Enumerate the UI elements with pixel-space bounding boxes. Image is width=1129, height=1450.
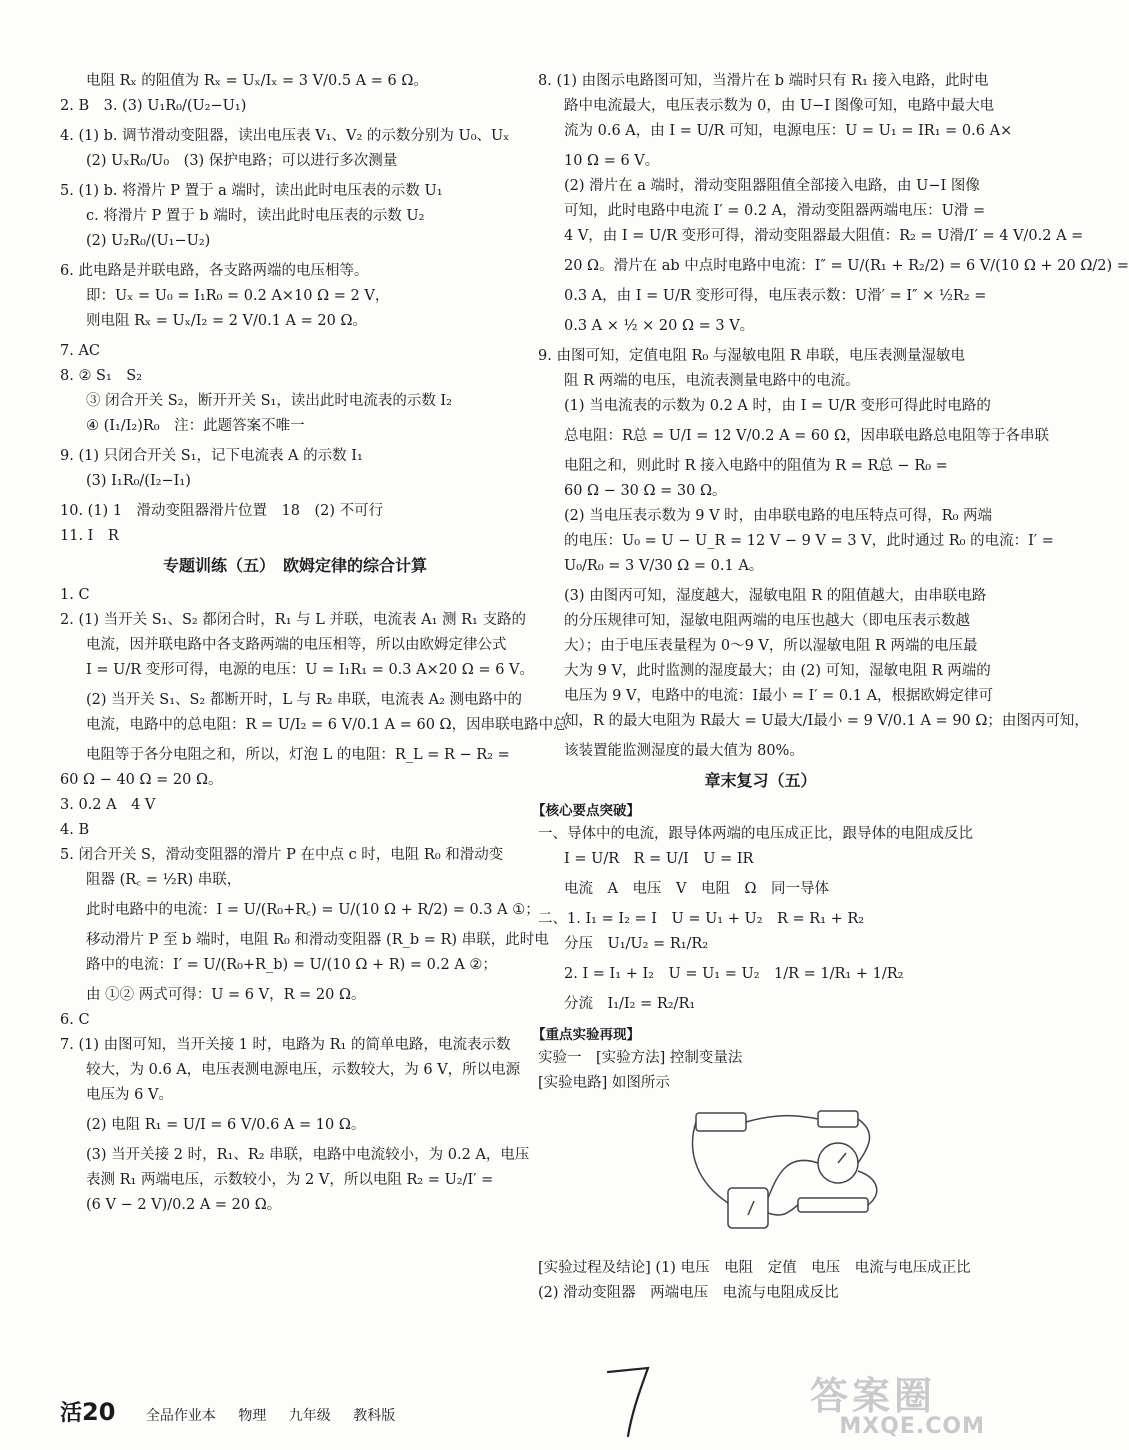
answer-line: 8. ② S₁ S₂ — [60, 368, 143, 384]
answer-line: 知，R 的最大电阻为 R最大 = U最大/I最小 = 9 V/0.1 A = 90 Ω；由图丙可知， — [564, 713, 1089, 729]
book-title: 全品作业本 — [145, 1408, 216, 1424]
answer-line: 1. C — [60, 587, 90, 603]
answer-line: 流为 0.6 A，由 I = U/R 可知，电源电压：U = U₁ = IR₁ = 0.6 A× — [564, 123, 1013, 139]
answer-line: 二、1. I₁ = I₂ = I U = U₁ + U₂ R = R₁ + R₂ — [538, 911, 865, 927]
meter-needle — [748, 1201, 754, 1215]
answer-line: 阻器 (R꜀ = ½R) 串联， — [86, 872, 242, 888]
answer-line: 60 Ω − 30 Ω = 30 Ω。 — [564, 483, 727, 499]
answer-line: (6 V − 2 V)/0.2 A = 20 Ω。 — [86, 1197, 282, 1213]
answer-line: ③ 闭合开关 S₂，断开开关 S₁，读出此时电流表的示数 I₂ — [86, 393, 452, 409]
answer-line: 该装置能监测湿度的最大值为 80%。 — [564, 743, 804, 759]
answer-line: 此时电路中的电流：I = U/(R₀+R꜀) = U/(10 Ω + R/2) = 0.3 A ①； — [86, 902, 540, 918]
answer-line: 60 Ω − 40 Ω = 20 Ω。 — [60, 772, 223, 788]
wire-path — [768, 1205, 798, 1215]
answer-line: (3) I₁R₀/(I₂−I₁) — [86, 473, 191, 489]
right-column — [532, 70, 1129, 1307]
answer-line: 由 ①② 两式可得：U = 6 V，R = 20 Ω。 — [86, 987, 366, 1003]
answer-line: 大）；由于电压表量程为 0～9 V，所以湿敏电阻 R 两端的电压最 — [564, 638, 978, 654]
answer-line: (2) 当开关 S₁、S₂ 都断开时，L 与 R₂ 串联，电流表 A₂ 测电路中的 — [86, 692, 523, 708]
answer-line: 总电阻：R总 = U/I = 12 V/0.2 A = 60 Ω，因串联电路总电阻等于各串联 — [564, 428, 1049, 444]
answer-line: (2) 滑片在 a 端时，滑动变阻器阻值全部接入电路，由 U−I 图像 — [564, 178, 980, 194]
answer-line: 6. 此电路是并联电路，各支路两端的电压相等。 — [60, 263, 369, 279]
rheostat-component — [798, 1198, 868, 1212]
answer-line: 9. 由图可知，定值电阻 R₀ 与湿敏电阻 R 串联，电压表测量湿敏电 — [538, 348, 966, 364]
watermark-url: MXQE.COM — [839, 1414, 985, 1439]
answer-line: (1) 当电流表的示数为 0.2 A 时，由 I = U/R 变形可得此时电路的 — [564, 398, 991, 414]
answer-line: 2. (1) 当开关 S₁、S₂ 都闭合时，R₁ 与 L 并联，电流表 A₁ 测 R₁ 支路的 — [60, 612, 526, 628]
answer-line: 电压为 9 V，电路中的电流：I最小 = I′ = 0.1 A，根据欧姆定律可 — [564, 688, 994, 704]
answer-line: 阻 R 两端的电压，电流表测量电路中的电流。 — [564, 373, 860, 389]
subsection-heading: 【核心要点突破】 — [532, 803, 640, 819]
handwritten-mark-7 — [600, 1360, 660, 1440]
answer-line: (2) 滑动变阻器 两端电压 电流与电阻成反比 — [538, 1285, 839, 1301]
meter-needle — [838, 1153, 846, 1163]
answer-line: 表测 R₁ 两端电压，示数较小，为 2 V，所以电阻 R₂ = U₂/I′ = — [86, 1172, 494, 1188]
answer-line: 3. 0.2 A 4 V — [60, 797, 156, 813]
answer-line: (2) U₂R₀/(U₁−U₂) — [86, 233, 211, 249]
answer-line: 电流，电路中的总电阻：R = U/I₂ = 6 V/0.1 A = 60 Ω，因串联电路中总 — [86, 717, 568, 733]
answer-line: I = U/R R = U/I U = IR — [564, 851, 754, 867]
answer-line: 8. (1) 由图示电路图可知，当滑片在 b 端时只有 R₁ 接入电路，此时电 — [538, 73, 989, 89]
watermark-text: 答案圈 — [810, 1374, 937, 1418]
answer-line: 2. B 3. (3) U₁R₀/(U₂−U₁) — [60, 98, 247, 114]
answer-line: 电压为 6 V。 — [86, 1087, 173, 1103]
answer-line: 电流，因并联电路中各支路两端的电压相等，所以由欧姆定律公式 — [86, 637, 507, 653]
section-title: 专题训练（五） 欧姆定律的综合计算 — [162, 556, 427, 575]
answer-line: [实验电路] 如图所示 — [538, 1075, 670, 1091]
section-title: 章末复习（五） — [704, 771, 817, 790]
answer-line: 分流 I₁/I₂ = R₂/R₁ — [564, 996, 696, 1012]
answer-line: 10 Ω = 6 V。 — [564, 153, 660, 169]
grade: 九年级 — [288, 1408, 331, 1424]
subsection-heading: 【重点实验再现】 — [532, 1027, 640, 1043]
wire-path — [746, 1116, 818, 1122]
answer-line: U₀/R₀ = 3 V/30 Ω = 0.1 A。 — [564, 558, 764, 574]
answer-line: 实验一 [实验方法] 控制变量法 — [538, 1050, 743, 1066]
answer-line: 10. (1) 1 滑动变阻器滑片位置 18 (2) 不可行 — [60, 503, 384, 519]
answer-line: (2) 当电压表示数为 9 V 时，由串联电路的电压特点可得，R₀ 两端 — [564, 508, 993, 524]
page-number — [60, 1398, 116, 1426]
answer-line: (3) 由图丙可知，湿度越大，湿敏电阻 R 的阻值越大，由串联电路 — [564, 588, 987, 604]
answer-line: 电阻之和，则此时 R 接入电路中的阻值为 R = R总 − R₀ = — [564, 458, 948, 474]
answer-line: 电阻等于各分电阻之和，所以，灯泡 L 的电阻：R_L = R − R₂ = — [86, 747, 510, 763]
answer-line: 大为 9 V，此时监测的湿度最大；由 (2) 可知，湿敏电阻 R 两端的 — [564, 663, 991, 679]
answer-line: ④ (I₁/I₂)R₀ 注：此题答案不唯一 — [86, 418, 305, 434]
answer-line: 4. B — [60, 822, 90, 838]
answer-line: 电阻 Rₓ 的阻值为 Rₓ = Uₓ/Iₓ = 3 V/0.5 A = 6 Ω。 — [86, 73, 428, 89]
watermark-logo — [810, 1365, 985, 1440]
wire-path — [858, 1119, 870, 1163]
page-prefix: 活 — [60, 1401, 83, 1426]
answer-line: 5. 闭合开关 S，滑动变阻器的滑片 P 在中点 c 时，电阻 R₀ 和滑动变 — [60, 847, 504, 863]
switch-component — [818, 1111, 858, 1127]
edition: 教科版 — [353, 1408, 396, 1424]
answer-line: 2. I = I₁ + I₂ U = U₁ = U₂ 1/R = 1/R₁ + 1/R₂ — [564, 966, 904, 982]
answer-line: 则电阻 Rₓ = Uₓ/I₂ = 2 V/0.1 A = 20 Ω。 — [86, 313, 367, 329]
left-column — [60, 70, 568, 1219]
ammeter-component — [728, 1188, 768, 1228]
answer-line: 即：Uₓ = U₀ = I₁R₀ = 0.2 A×10 Ω = 2 V， — [86, 288, 390, 304]
answer-line: 路中的电流：I′ = U/(R₀+R_b) = U/(10 Ω + R) = 0.2 A ②； — [86, 957, 497, 973]
answer-line: 一、导体中的电流，跟导体两端的电压成正比，跟导体的电阻成反比 — [538, 826, 973, 842]
answer-line: 路中电流最大，电压表示数为 0，由 U−I 图像可知，电路中最大电 — [564, 98, 995, 114]
answer-line: [实验过程及结论] (1) 电压 电阻 定值 电压 电流与电压成正比 — [538, 1260, 971, 1276]
answer-line: 较大，为 0.6 A，电压表测电源电压，示数较大，为 6 V，所以电源 — [86, 1062, 521, 1078]
answer-line: 分压 U₁/U₂ = R₁/R₂ — [564, 936, 709, 952]
answer-line: 9. (1) 只闭合开关 S₁，记下电流表 A 的示数 I₁ — [60, 448, 363, 464]
wire-path — [693, 1122, 728, 1203]
answer-line: 的电压：U₀ = U − U_R = 12 V − 9 V = 3 V，此时通过 R₀ 的电流：I′ = — [564, 533, 1054, 549]
answer-line: 11. I R — [60, 528, 119, 544]
answer-line: 4. (1) b. 调节滑动变阻器，读出电压表 V₁、V₂ 的示数分别为 U₀、Uₓ — [60, 128, 510, 144]
answer-line: 可知，此时电路中电流 I′ = 0.2 A，滑动变阻器两端电压：U滑 = — [564, 203, 986, 219]
answer-line: 20 Ω。滑片在 ab 中点时电路中电流：I″ = U/(R₁ + R₂/2) = 6 V/(10 Ω + 20 Ω/2) = — [564, 258, 1129, 274]
wire-path — [768, 1160, 818, 1198]
answer-line: (2) UₓR₀/U₀ (3) 保护电路；可以进行多次测量 — [86, 153, 398, 169]
answer-line: I = U/R 变形可得，电源的电压：U = I₁R₁ = 0.3 A×20 Ω = 6 V。 — [86, 662, 534, 678]
circuit-diagram-figure — [688, 1103, 888, 1243]
answer-line: 4 V，由 I = U/R 变形可得，滑动变阻器最大阻值：R₂ = U滑/I′ = 4 V/0.2 A = — [564, 228, 1084, 244]
answer-line: 6. C — [60, 1012, 90, 1028]
answer-line: c. 将滑片 P 置于 b 端时，读出此时电压表的示数 U₂ — [86, 208, 425, 224]
answer-line: 的分压规律可知，湿敏电阻两端的电压也越大（即电压表示数越 — [564, 613, 970, 629]
subject: 物理 — [238, 1408, 267, 1424]
answer-line: 5. (1) b. 将滑片 P 置于 a 端时，读出此时电压表的示数 U₁ — [60, 183, 443, 199]
answer-line: 0.3 A，由 I = U/R 变形可得，电压表示数：U滑′ = I″ × ½R₂ = — [564, 288, 987, 304]
answer-line: 电流 A 电压 V 电阻 Ω 同一导体 — [564, 881, 829, 897]
answer-line: 7. (1) 由图可知，当开关接 1 时，电路为 R₁ 的简单电路，电流表示数 — [60, 1037, 511, 1053]
answer-line: 7. AC — [60, 343, 101, 359]
answer-line: (2) 电阻 R₁ = U/I = 6 V/0.6 A = 10 Ω。 — [86, 1117, 366, 1133]
page-number-value: 20 — [82, 1398, 116, 1426]
answer-line: 移动滑片 P 至 b 端时，电阻 R₀ 和滑动变阻器 (R_b = R) 串联，此时电 — [86, 932, 549, 948]
answer-line: 0.3 A × ½ × 20 Ω = 3 V。 — [564, 318, 755, 334]
answer-line: (3) 当开关接 2 时，R₁、R₂ 串联，电路中电流较小，为 0.2 A，电压 — [86, 1147, 530, 1163]
page-footer — [60, 1396, 413, 1427]
resistor-component — [696, 1113, 746, 1131]
